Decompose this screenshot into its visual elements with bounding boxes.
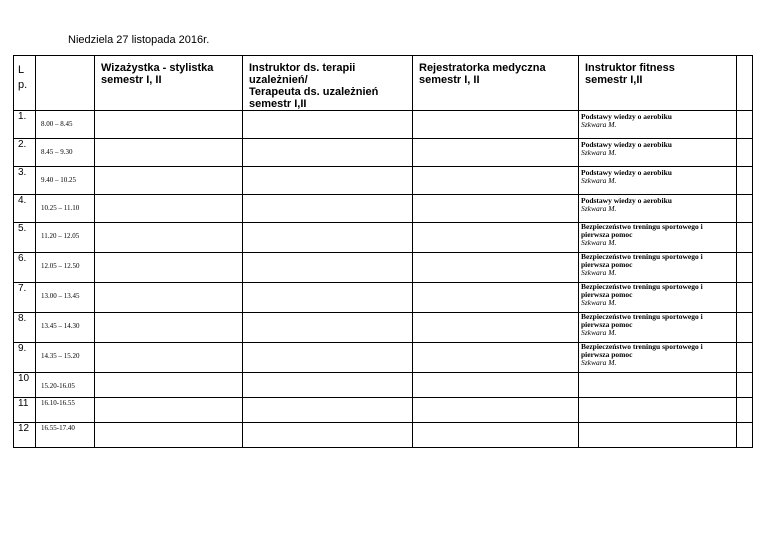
class-cell: Bezpieczeństwo treningu sportowego i pierwsza pomoc Szkwara M. bbox=[579, 343, 737, 373]
table-row bbox=[14, 253, 753, 283]
table-row bbox=[14, 167, 753, 195]
row-number: 10 bbox=[14, 373, 36, 398]
header-extra bbox=[737, 56, 753, 111]
row-time: 8.45 – 9.30 bbox=[36, 139, 95, 167]
row-number: 2. bbox=[14, 139, 36, 167]
table-row bbox=[14, 111, 753, 139]
header-wizazystka: Wizażystka - stylistka semestr I, II bbox=[95, 56, 243, 111]
table-row bbox=[14, 283, 753, 313]
row-number: 5. bbox=[14, 223, 36, 253]
header-time bbox=[36, 56, 95, 111]
row-number: 4. bbox=[14, 195, 36, 223]
class-cell: Podstawy wiedzy o aerobiku Szkwara M. bbox=[579, 195, 737, 223]
class-cell: Podstawy wiedzy o aerobiku Szkwara M. bbox=[579, 111, 737, 139]
table-row bbox=[14, 343, 753, 373]
row-time: 11.20 – 12.05 bbox=[36, 223, 95, 253]
class-cell: Bezpieczeństwo treningu sportowego i pierwsza pomoc Szkwara M. bbox=[579, 283, 737, 313]
header-instruktor-terapii: Instruktor ds. terapii uzależnień/ Terapeuta ds. uzależnień semestr I,II bbox=[243, 56, 413, 111]
table-row bbox=[14, 423, 753, 448]
row-number: 11 bbox=[14, 398, 36, 423]
class-cell: Podstawy wiedzy o aerobiku Szkwara M. bbox=[579, 167, 737, 195]
header-row bbox=[14, 56, 753, 111]
row-time: 15.20-16.05 bbox=[36, 373, 95, 398]
schedule-table bbox=[13, 55, 753, 448]
header-lp: L p. bbox=[14, 56, 36, 111]
row-time: 12.05 – 12.50 bbox=[36, 253, 95, 283]
class-cell: Bezpieczeństwo treningu sportowego i pierwsza pomoc Szkwara M. bbox=[579, 253, 737, 283]
class-cell: Bezpieczeństwo treningu sportowego i pierwsza pomoc Szkwara M. bbox=[579, 313, 737, 343]
row-number: 12 bbox=[14, 423, 36, 448]
table-row bbox=[14, 223, 753, 253]
row-number: 6. bbox=[14, 253, 36, 283]
table-row bbox=[14, 139, 753, 167]
class-cell: Podstawy wiedzy o aerobiku Szkwara M. bbox=[579, 139, 737, 167]
row-time: 13.45 – 14.30 bbox=[36, 313, 95, 343]
header-fitness: Instruktor fitness semestr I,II bbox=[579, 56, 737, 111]
row-number: 7. bbox=[14, 283, 36, 313]
row-time: 13.00 – 13.45 bbox=[36, 283, 95, 313]
row-time: 8.00 – 8.45 bbox=[36, 111, 95, 139]
row-time: 16.55-17.40 bbox=[36, 423, 95, 448]
class-cell: Bezpieczeństwo treningu sportowego i pierwsza pomoc Szkwara M. bbox=[579, 223, 737, 253]
row-time: 14.35 – 15.20 bbox=[36, 343, 95, 373]
table-row bbox=[14, 398, 753, 423]
row-time: 9.40 – 10.25 bbox=[36, 167, 95, 195]
row-number: 9. bbox=[14, 343, 36, 373]
table-row bbox=[14, 313, 753, 343]
row-number: 3. bbox=[14, 167, 36, 195]
header-rejestratorka: Rejestratorka medyczna semestr I, II bbox=[413, 56, 579, 111]
row-time: 10.25 – 11.10 bbox=[36, 195, 95, 223]
table-row bbox=[14, 195, 753, 223]
row-time: 16.10-16.55 bbox=[36, 398, 95, 423]
row-number: 8. bbox=[14, 313, 36, 343]
table-row bbox=[14, 373, 753, 398]
schedule-date: Niedziela 27 listopada 2016r. bbox=[68, 34, 210, 46]
row-number: 1. bbox=[14, 111, 36, 139]
